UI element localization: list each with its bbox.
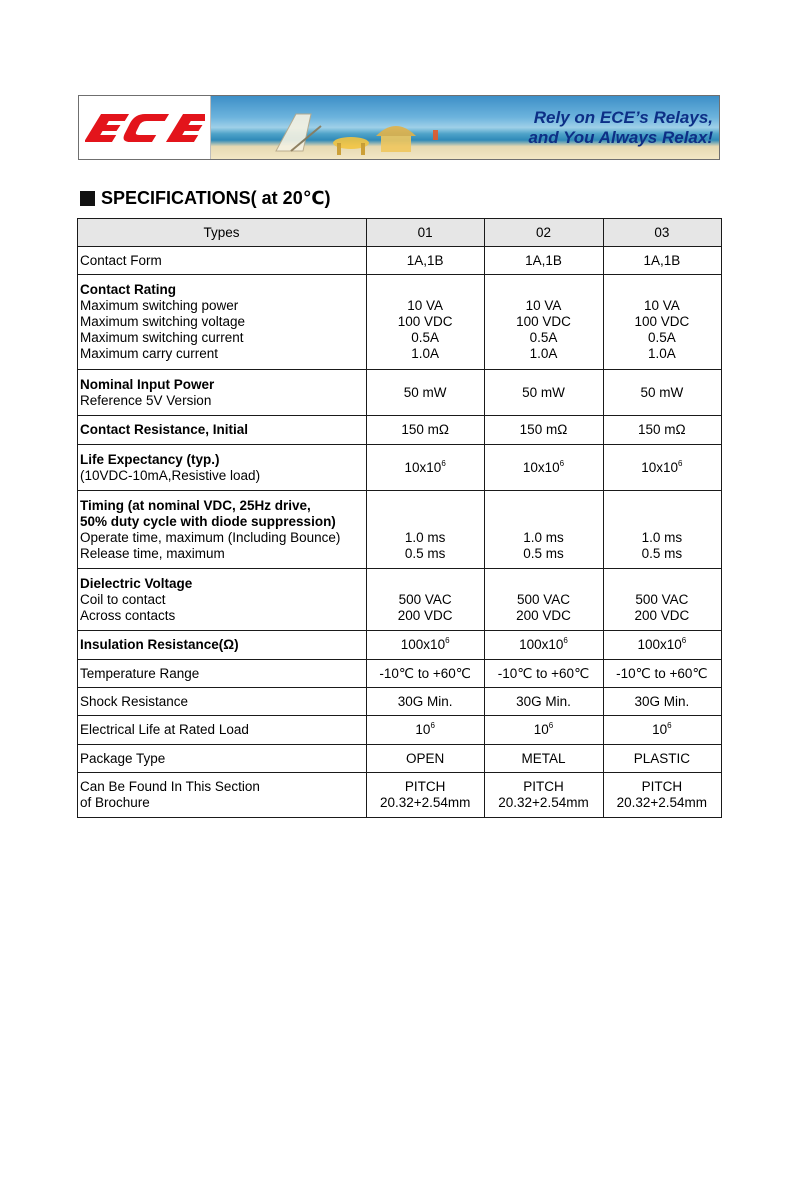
shock-resistance-01: 30G Min. [367,688,485,716]
contact-resistance-02: 150 mΩ [485,416,603,445]
contact-resistance-03: 150 mΩ [603,416,721,445]
specifications-table [77,218,722,818]
slogan-line-2: and You Always Relax! [528,128,713,147]
contact-rating-title: Contact Rating [80,282,176,297]
rating-value: 10 VA [643,298,680,313]
timing-03: 1.0 ms 0.5 ms [603,491,721,569]
brochure-section-label [78,773,367,818]
contact-rating-line: Maximum switching current [80,330,244,345]
contact-rating-line: Maximum carry current [80,346,219,361]
timing-title-2: 50% duty cycle with diode suppression) [80,513,336,529]
dielectric-voltage-03: 500 VAC 200 VDC [603,569,721,631]
package-type-02: METAL [485,745,603,773]
package-type-03: PLASTIC [603,745,721,773]
contact-rating-02 [485,275,603,370]
life-expectancy-02: $10x10^6$ [485,445,603,491]
row-contact-form [78,247,722,275]
row-electrical-life [78,716,722,745]
timing-02: 1.0 ms 0.5 ms [485,491,603,569]
contact-rating-03 [603,275,721,370]
electrical-life-03: $10^6$ [603,716,721,745]
brochure-line-1: Can Be Found In This Section [80,779,260,794]
row-brochure-section [78,773,722,818]
insulation-resistance-01: $100x10^6$ [367,631,485,660]
insulation-resistance-03: $100x10^6$ [603,631,721,660]
temperature-range-03: -10℃ to +60℃ [603,660,721,688]
slogan-line-1: Rely on ECE’s Relays, [533,108,713,127]
row-package-type [78,745,722,773]
shock-resistance-label: Shock Resistance [78,688,367,716]
electrical-life-01: $10^6$ [367,716,485,745]
temperature-range-01: -10℃ to +60℃ [367,660,485,688]
life-expectancy-label [78,445,367,491]
row-contact-resistance [78,416,722,445]
brochure-line-2: of Brochure [80,795,150,810]
rating-value: 100 VDC [397,314,453,329]
contact-form-03: 1A,1B [603,247,721,275]
timing-title-1: Timing (at nominal VDC, 25Hz drive, [80,497,311,513]
contact-rating-01 [367,275,485,370]
rating-value: 0.5A [411,330,440,345]
row-nominal-input-power [78,370,722,416]
brochure-section-02: PITCH 20.32+2.54mm [485,773,603,818]
brochure-section-01: PITCH 20.32+2.54mm [367,773,485,818]
nominal-input-power-sub: Reference 5V Version [80,392,212,408]
rating-value: 1.0A [647,346,676,361]
insulation-resistance-02: $100x10^6$ [485,631,603,660]
timing-label [78,491,367,569]
nominal-input-power-03: 50 mW [603,370,721,416]
beach-scene-image [211,96,719,159]
header-type-03: 03 [603,219,721,247]
nominal-input-power-01: 50 mW [367,370,485,416]
dielectric-line-1: Coil to contact [80,591,166,607]
contact-rating-line: Maximum switching power [80,298,239,313]
rating-value: 10 VA [525,298,562,313]
rating-value: 0.5A [647,330,676,345]
nominal-input-power-02: 50 mW [485,370,603,416]
heading-text: SPECIFICATIONS( at 20℃) [101,187,331,208]
dielectric-line-2: Across contacts [80,607,176,623]
rating-value: 0.5A [529,330,558,345]
timing-01: 1.0 ms 0.5 ms [367,491,485,569]
row-shock-resistance [78,688,722,716]
contact-resistance-label: Contact Resistance, Initial [78,416,367,445]
ece-logo-mark [85,108,205,148]
life-expectancy-sub: (10VDC-10mA,Resistive load) [80,467,261,483]
rating-value: 1.0A [411,346,440,361]
package-type-01: OPEN [367,745,485,773]
dielectric-voltage-02: 500 VAC 200 VDC [485,569,603,631]
rating-value: 100 VDC [516,314,571,329]
temperature-range-label: Temperature Range [78,660,367,688]
row-life-expectancy [78,445,722,491]
brand-banner [78,95,720,160]
life-expectancy-01: $10x10^6$ [367,445,485,491]
row-temperature-range [78,660,722,688]
section-heading [80,186,331,210]
header-types: Types [78,219,367,247]
contact-resistance-01: 150 mΩ [367,416,485,445]
header-type-02: 02 [485,219,603,247]
contact-form-01: 1A,1B [367,247,485,275]
row-contact-rating [78,275,722,370]
rating-value: 100 VDC [634,314,690,329]
ece-logo [79,96,211,159]
contact-rating-line: Maximum switching voltage [80,314,246,329]
nominal-input-power-label [78,370,367,416]
table-header-row [78,219,722,247]
contact-form-02: 1A,1B [485,247,603,275]
rating-value: 1.0A [529,346,558,361]
timing-line-2: Release time, maximum [80,545,225,561]
contact-rating-label [78,275,367,370]
timing-line-1: Operate time, maximum (Including Bounce) [80,529,341,545]
insulation-resistance-label: Insulation Resistance(Ω) [78,631,367,660]
bullet-square-icon [80,191,95,206]
dielectric-voltage-01: 500 VAC 200 VDC [367,569,485,631]
temperature-range-02: -10℃ to +60℃ [485,660,603,688]
row-dielectric-voltage [78,569,722,631]
row-timing [78,491,722,569]
electrical-life-02: $10^6$ [485,716,603,745]
banner-slogan [528,108,713,148]
electrical-life-label: Electrical Life at Rated Load [78,716,367,745]
package-type-label: Package Type [78,745,367,773]
nominal-input-power-title: Nominal Input Power [80,376,215,392]
shock-resistance-03: 30G Min. [603,688,721,716]
life-expectancy-03: $10x10^6$ [603,445,721,491]
rating-value: 10 VA [407,298,444,313]
contact-form-label: Contact Form [78,247,367,275]
header-type-01: 01 [367,219,485,247]
brochure-section-03: PITCH 20.32+2.54mm [603,773,721,818]
row-insulation-resistance [78,631,722,660]
dielectric-voltage-title: Dielectric Voltage [80,575,193,591]
life-expectancy-title: Life Expectancy (typ.) [80,451,220,467]
dielectric-voltage-label [78,569,367,631]
shock-resistance-02: 30G Min. [485,688,603,716]
